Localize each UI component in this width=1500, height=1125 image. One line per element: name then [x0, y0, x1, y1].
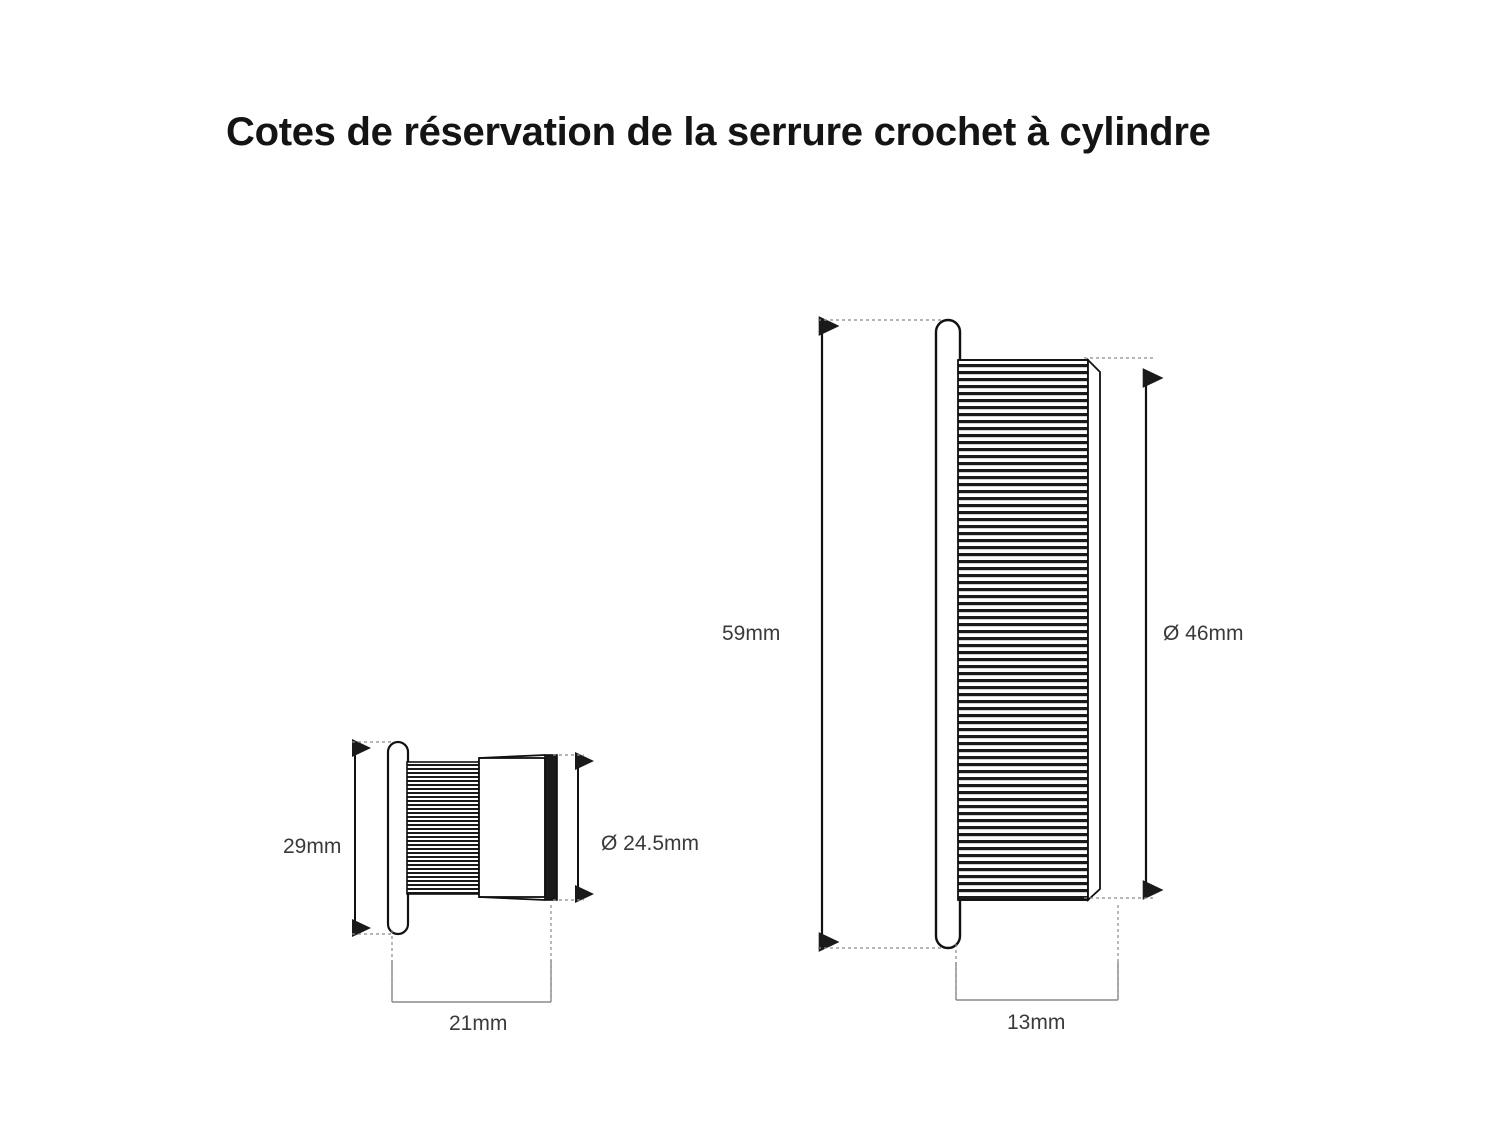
small-height-label: 29mm [283, 835, 342, 858]
large-diameter-dimension [1084, 358, 1244, 898]
small-depth-label: 21mm [449, 1012, 508, 1035]
small-diameter-label: Ø 24.5mm [601, 832, 700, 855]
small-diameter-dimension [553, 755, 699, 900]
large-cylinder-body [936, 320, 1100, 948]
large-height-dimension [722, 320, 944, 948]
large-diameter-label: Ø 46mm [1163, 622, 1244, 645]
small-height-dimension [283, 742, 392, 934]
page-title: Cotes de réservation de la serrure crochet à cylindre [226, 109, 1211, 154]
large-height-label: 59mm [722, 622, 781, 645]
large-depth-dimension [956, 905, 1118, 1034]
large-depth-label: 13mm [1007, 1011, 1066, 1034]
small-depth-dimension [392, 905, 551, 1035]
small-cylinder-body [388, 742, 557, 934]
